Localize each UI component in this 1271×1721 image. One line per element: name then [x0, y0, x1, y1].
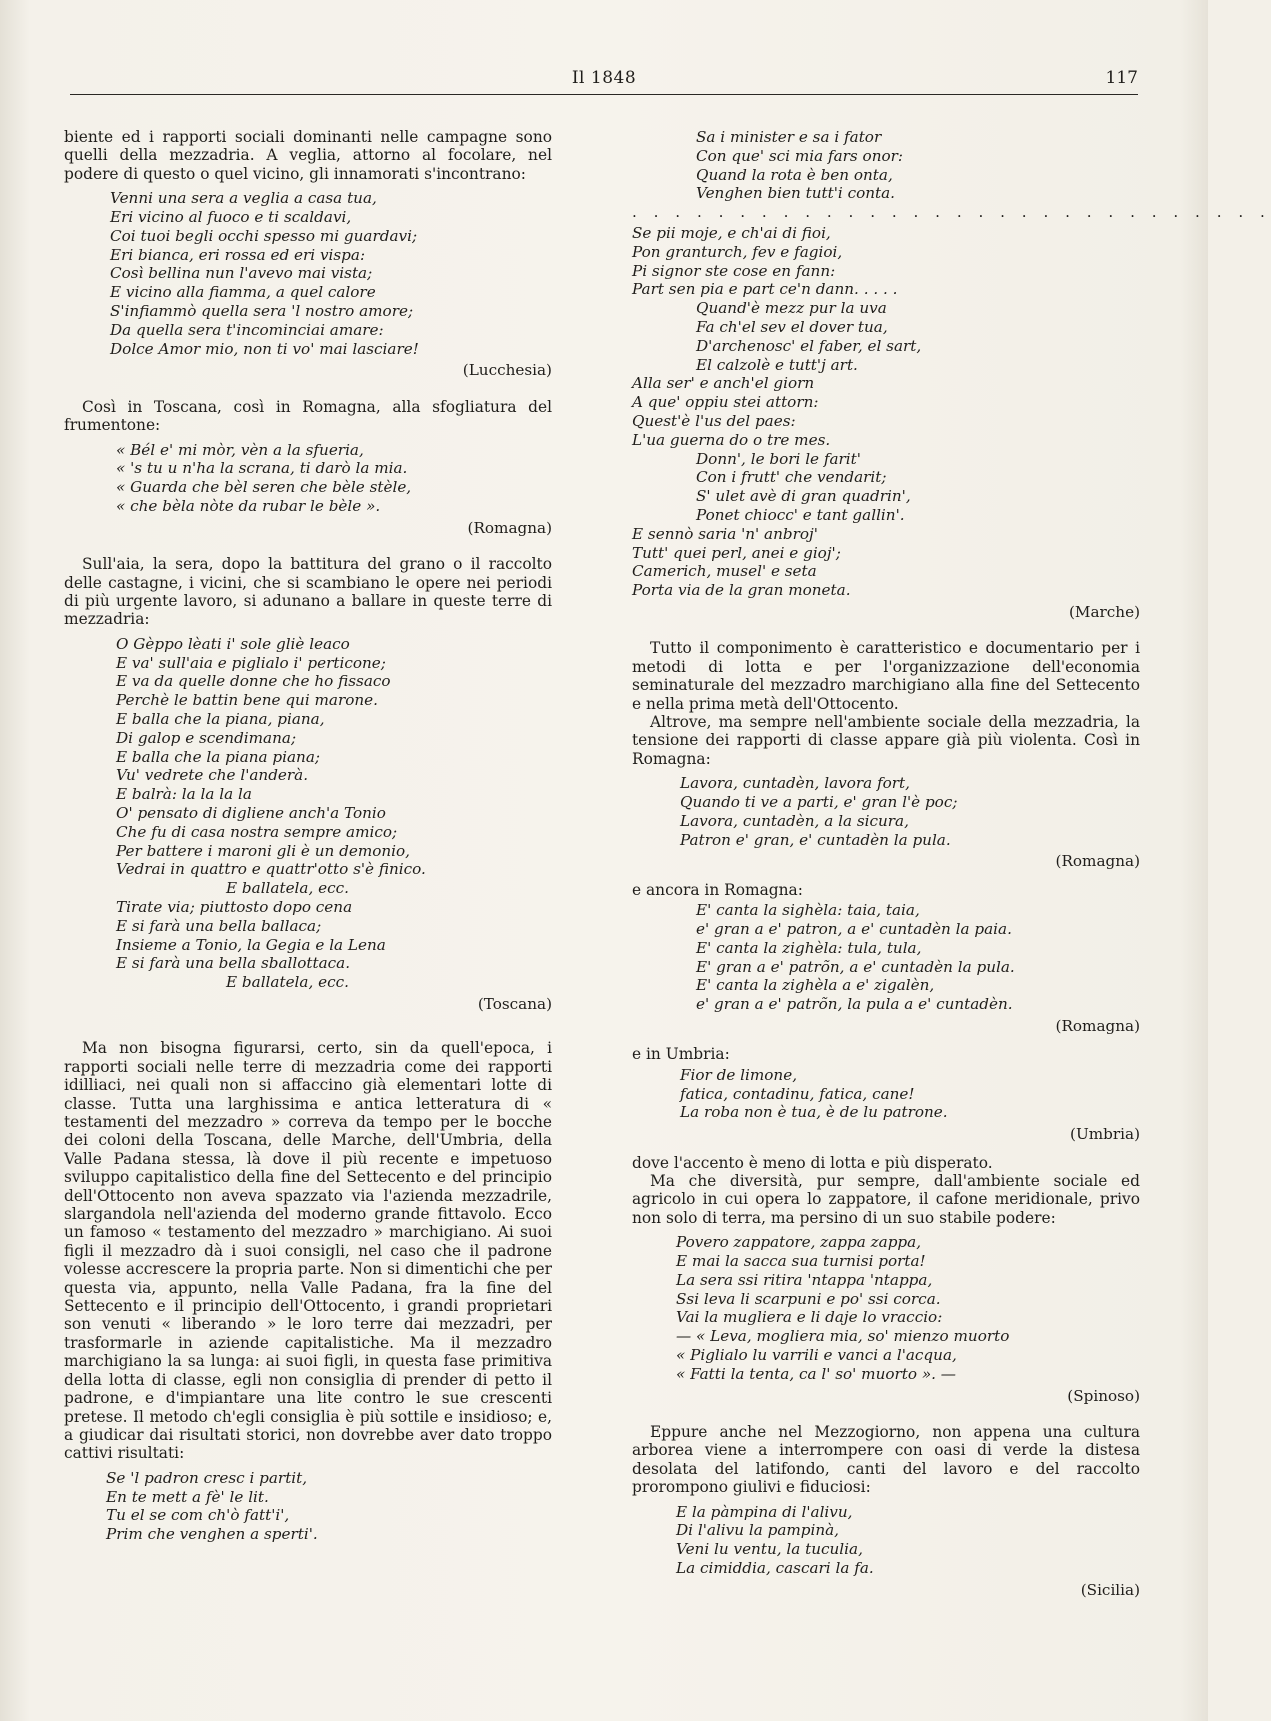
paragraph: biente ed i rapporti sociali dominanti nelle campagne sono quelli della mezzadria. A veglia, attorno al focolare, nel podere di questo o quel vicino, gli innamorati s'incontrano: [64, 128, 552, 183]
poem-line: « Fatti la tenta, ca l' so' muorto ». — [676, 1364, 956, 1383]
poem-line: « che bèla nòte da rubar le bèle ». [116, 497, 381, 515]
poem-line: E si farà una bella ballaca; [116, 916, 322, 935]
poem-spinoso [632, 1233, 1140, 1383]
poem-line: E va' sull'aia e piglialo i' perticone; [116, 653, 386, 672]
poem-line: E mai la sacca sua turnisi porta! [676, 1251, 926, 1270]
left-column [64, 128, 552, 1544]
poem-line: « Piglialo lu varrili e vanci a l'acqua, [676, 1345, 957, 1364]
poem-line: En te mett a fè' le lit. [106, 1487, 269, 1506]
poem-line: Part sen pia e part ce'n dann. . . . . [632, 280, 898, 299]
poem-line: Dolce Amor mio, non ti vo' mai lasciare! [110, 339, 419, 358]
poem-line: Perchè le battin bene qui marone. [116, 691, 378, 710]
poem-marche-part5 [632, 374, 1140, 449]
poem-line: E ballatela, ecc. [226, 973, 349, 992]
poem-line: La cimiddia, cascari la fa. [676, 1558, 874, 1577]
poem-line: E la pàmpina di l'alivu, [676, 1502, 853, 1521]
poem-line: fatica, contadinu, fatica, cane! [680, 1084, 915, 1103]
poem-marche-part6 [632, 450, 1140, 525]
poem-line: Che fu di casa nostra sempre amico; [116, 822, 398, 841]
poem-line: Porta via de la gran moneta. [632, 581, 851, 600]
paragraph: Ma non bisogna figurarsi, certo, sin da quell'epoca, i rapporti sociali nelle terre di mezzadria come dei rapporti idilliaci, nei quali non si affaccino già elementari lotte di classe. Tutta una larghissima e antica letteratura di « testamenti del mezzadro » correva da tempo per le bocche dei coloni della Toscana, delle Marche, dell'Umbria, della Valle Padana stessa, là dove il più recente e impetuoso sviluppo capitalistico della fine del Settecento e del principio dell'Ottocento non aveva spazzato via l'azienda mezzadrile, slargandola nell'azienda del moderno grande fittavolo. Ecco un famoso « testamento del mezzadro » marchigiano. Ai suoi figli il mezzadro dà i suoi consigli, nel caso che il padrone volesse accrescere la propria parte. Non si dimentichi che per questa via, appunto, nella Valle Padana, fra la fine del Settecento e il principio dell'Ottocento, i grandi proprietari son venuti « liberando » le loro terre dai mezzadri, per trasformarle in aziende capitalistiche. Ma il mezzadro marchigiano la sa lunga: ai suoi figli, in questa fase primitiva della lotta di classe, egli non consiglia di prender di petto il padrone, e d'impiantare una lite contro le sue crescenti pretese. Il metodo ch'egli consiglia è più sottile e insidioso; e, a giudicar dai risultati storici, non dovrebbe aver dato troppo cattivi risultati: [64, 1039, 552, 1463]
source-attribution: (Romagna) [1055, 852, 1140, 871]
poem-line: Quand la rota è ben onta, [696, 165, 893, 184]
paragraph: e in Umbria: [632, 1045, 730, 1064]
poem-line: E' canta la zighèla a e' zigalèn, [696, 976, 935, 995]
poem-line: Patron e' gran, e' cuntadèn la pula. [680, 830, 951, 849]
poem-line: Quand'è mezz pur la uva [696, 299, 887, 318]
poem-line: Venghen bien tutt'i conta. [696, 184, 895, 203]
poem-line: E' gran a e' patrõn, a e' cuntadèn la pula. [696, 957, 1015, 976]
poem-line: Con que' sci mia fars onor: [696, 146, 903, 165]
poem-line: Lavora, cuntadèn, a la sicura, [680, 811, 909, 830]
poem-line: E' canta la zighèla: tula, tula, [696, 938, 922, 957]
poem-line: E ballatela, ecc. [226, 879, 349, 898]
poem-lucchesia [64, 189, 552, 358]
source-attribution: (Romagna) [1055, 1016, 1140, 1035]
page-header [70, 62, 1138, 95]
poem-line: E balla che la piana piana; [116, 747, 321, 766]
poem-line: Povero zappatore, zappa zappa, [676, 1233, 922, 1252]
poem-line: Lavora, cuntadèn, lavora fort, [680, 774, 910, 793]
poem-line: Fa ch'el sev el dover tua, [696, 317, 888, 336]
poem-line: Quest'è l'us del paes: [632, 411, 796, 430]
poem-line: Di galop e scendimana; [116, 728, 297, 747]
poem-line: Se 'l padron cresc i partit, [106, 1468, 308, 1487]
poem-line: E va da quelle donne che ho fissaco [116, 672, 391, 691]
source-attribution: (Toscana) [477, 994, 552, 1013]
poem-line: Tutt' quei perl, anei e gioj'; [632, 543, 841, 562]
poem-line: S'infiammò quella sera 'l nostro amore; [110, 302, 414, 320]
poem-line: El calzolè e tutt'j art. [696, 355, 858, 374]
poem-romagna-sfogliatura [64, 441, 552, 516]
poem-line: Vu' vedrete che l'anderà. [116, 766, 309, 785]
poem-line: Sa i minister e sa i fator [696, 128, 882, 146]
poem-line: O Gèppo lèati i' sole gliè leaco [116, 634, 350, 653]
source-attribution: (Lucchesia) [462, 361, 552, 380]
poem-romagna-sighela [632, 901, 1140, 1014]
paragraph: e ancora in Romagna: [632, 880, 803, 899]
poem-marche-part4 [632, 299, 1140, 374]
poem-line: Da quella sera t'incominciai amare: [110, 320, 384, 339]
poem-line: Fior de limone, [680, 1065, 798, 1084]
poem-line: Con i frutt' che vendarit; [696, 468, 887, 487]
poem-line: Veni lu ventu, la tuculia, [676, 1540, 863, 1559]
poem-line: E balrà: la la la la [116, 785, 252, 804]
poem-line: Per battere i maroni gli è un demonio, [116, 841, 411, 860]
paragraph: Altrove, ma sempre nell'ambiente sociale della mezzadria, la tensione dei rapporti di classe appare già più violenta. Così in Romagna: [632, 712, 1140, 768]
paragraph: Ma che diversità, pur sempre, dall'ambiente sociale ed agricolo in cui opera lo zappatore, il cafone meridionale, privo non solo di terra, ma persino di un suo stabile podere: [632, 1171, 1140, 1227]
poem-line: Di l'alivu la pampinà, [676, 1521, 840, 1540]
poem-line: E sennò saria 'n' anbroj' [632, 524, 818, 543]
poem-line: Vai la mugliera e li daje lo vraccio: [676, 1308, 943, 1327]
poem-line: Venni una sera a veglia a casa tua, [110, 189, 377, 208]
paragraph: Sull'aia, la sera, dopo la battitura del grano o il raccolto delle castagne, i vicini, che si scambiano le opere nei periodi di più urgente lavoro, si adunano a ballare in queste terre di mezzadria: [64, 555, 552, 629]
poem-line: L'ua guerna do o tre mes. [632, 430, 831, 449]
source-attribution: (Sicilia) [1080, 1580, 1140, 1599]
poem-line: Prim che venghen a sperti'. [106, 1525, 318, 1544]
paragraph: Così in Toscana, così in Romagna, alla sfogliatura del frumentone: [64, 397, 552, 435]
source-attribution: (Umbria) [1070, 1125, 1140, 1144]
poem-line: Così bellina nun l'avevo mai vista; [110, 264, 373, 283]
running-title: Il 1848 [571, 68, 637, 88]
poem-line: Camerich, musel' e seta [632, 562, 817, 581]
poem-line: e' gran a e' patron, a e' cuntadèn la paia. [696, 919, 1012, 938]
poem-line: Coi tuoi begli occhi spesso mi guardavi; [110, 226, 418, 245]
poem-line: O' pensato di digliene anch'a Tonio [116, 804, 386, 822]
poem-marche-part1 [64, 1469, 552, 1544]
poem-marche-part3 [632, 224, 1140, 299]
poem-line: « Guarda che bèl seren che bèle stèle, [116, 478, 412, 497]
poem-line: Tirate via; piuttosto dopo cena [116, 897, 353, 916]
poem-umbria [632, 1066, 1140, 1122]
source-attribution: (Marche) [1069, 602, 1140, 621]
poem-line: Quando ti ve a parti, e' gran l'è poc; [680, 792, 958, 811]
poem-line: Eri bianca, eri rossa ed eri vispa: [110, 245, 366, 264]
poem-line: La sera ssi ritira 'ntappa 'ntappa, [676, 1270, 933, 1289]
poem-line: E' canta la sighèla: taia, taia, [696, 901, 920, 920]
poem-line: « 's tu u n'ha la scrana, ti darò la mia. [116, 459, 408, 478]
poem-toscana [64, 635, 552, 992]
paragraph: Tutto il componimento è caratteristico e documentario per i metodi di lotta e per l'organizzazione dell'economia seminaturale del mezzadro marchigiano alla fine del Settecento e nella prima metà dell'Ottocento. [632, 639, 1140, 713]
poem-line: La roba non è tua, è de lu patrone. [680, 1103, 948, 1122]
poem-line: Tu el se com ch'ò fatt'i', [106, 1506, 290, 1525]
paragraph: Eppure anche nel Mezzogiorno, non appena una cultura arborea viene a interrompere con oasi di verde la distesa desolata del latifondo, canti del lavoro e del raccolto prorompono giulivi e fiduciosi: [632, 1422, 1140, 1497]
poem-line: E balla che la piana, piana, [116, 710, 325, 729]
poem-romagna-lavora [632, 774, 1140, 849]
poem-line: E vicino alla fiamma, a quel calore [110, 283, 376, 302]
poem-marche-part7 [632, 525, 1140, 600]
poem-line: A que' oppiu stei attorn: [632, 393, 819, 412]
poem-line: E si farà una bella sballottaca. [116, 954, 351, 973]
poem-line: Insieme a Tonio, la Gegia e la Lena [116, 935, 386, 954]
poem-line: S' ulet avè di gran quadrin', [696, 487, 911, 506]
poem-line: Se pii moje, e ch'ai di fioi, [632, 223, 831, 242]
poem-line: — « Leva, mogliera mia, so' mienzo muorto [676, 1327, 1010, 1346]
poem-line: Pon granturch, fev e fagioi, [632, 242, 843, 261]
poem-line: Alla ser' e anch'el giorn [632, 374, 815, 393]
poem-line: Donn', le bori le farit' [696, 449, 861, 468]
poem-line: Pi signor ste cose en fann: [632, 261, 836, 280]
poem-line: e' gran a e' patrõn, la pula a e' cuntadèn. [696, 995, 1013, 1014]
poem-line: Ponet chiocc' e tant gallin'. [696, 505, 905, 524]
paragraph: dove l'accento è meno di lotta e più disperato. [632, 1153, 993, 1172]
right-column [632, 128, 1271, 1609]
ellipsis-row: . . . . . . . . . . . . . . . . . . . . . . . . . . . . . . [632, 203, 1271, 222]
source-attribution: (Romagna) [467, 518, 552, 537]
source-attribution: (Spinoso) [1067, 1386, 1140, 1405]
poem-line: Eri vicino al fuoco e ti scaldavi, [110, 208, 352, 227]
poem-line: Vedrai in quattro e quattr'otto s'è finico. [116, 860, 426, 879]
poem-line: « Bél e' mi mòr, vèn a la sfueria, [116, 440, 364, 459]
poem-line: D'archenosc' el faber, el sart, [696, 336, 922, 355]
page-number: 117 [1105, 68, 1138, 88]
poem-sicilia [632, 1503, 1140, 1578]
poem-line: Ssi leva li scarpuni e po' ssi corca. [676, 1289, 941, 1308]
poem-marche-part2 [632, 128, 1271, 222]
